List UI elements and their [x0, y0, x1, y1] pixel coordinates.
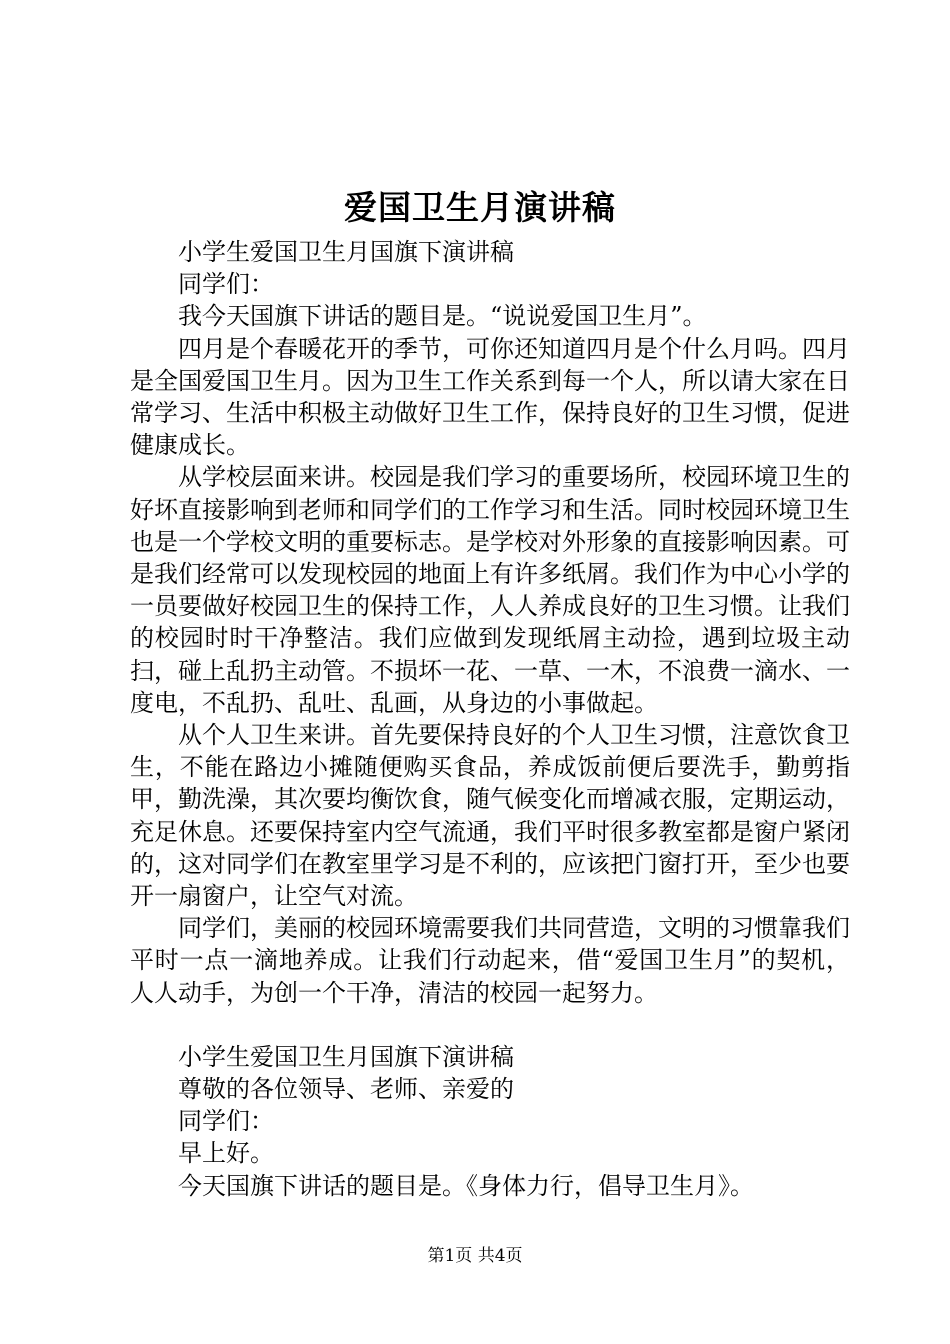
- salutation: 同学们：: [178, 270, 274, 299]
- document-body: [130, 236, 850, 1202]
- second-salutation-2: 同学们：: [178, 1107, 274, 1136]
- speech-heading: 小学生爱国卫生月国旗下演讲稿: [178, 238, 514, 266]
- paragraph-spacer: [130, 1009, 850, 1041]
- paragraph-school: 从学校层面来讲。校园是我们学习的重要场所，校园环境卫生的好坏直接影响到老师和同学们的工作学习和生活。同时校园环境卫生也是一个学校文明的重要标志。是学校对外形象的直接影响因素。可是我们经常可以发现校园的地面上有许多纸屑。我们作为中心小学的一员要做好校园卫生的保持工作，人人养成良好的卫生习惯。让我们的校园时时干净整洁。我们应做到发现纸屑主动捡，遇到垃圾主动扫，碰上乱扔主动管。不损坏一花、一草、一木，不浪费一滴水、一度电，不乱扔、乱吐、乱画，从身边的小事做起。: [130, 463, 850, 717]
- second-topic-line: 今天国旗下讲话的题目是。《身体力行，倡导卫生月》。: [178, 1171, 754, 1200]
- paragraph-april: 四月是个春暖花开的季节，可你还知道四月是个什么月吗。四月是全国爱国卫生月。因为卫生工作关系到每一个人，所以请大家在日常学习、生活中积极主动做好卫生工作，保持良好的卫生习惯，促进健康成长。: [130, 334, 850, 460]
- page-number: 第1页 共4页: [427, 1246, 523, 1266]
- topic-line: 我今天国旗下讲话的题目是。“说说爱国卫生月”。: [178, 302, 707, 331]
- second-speech-heading: 小学生爱国卫生月国旗下演讲稿: [178, 1042, 514, 1071]
- second-salutation-1: 尊敬的各位领导、老师、亲爱的: [178, 1075, 514, 1104]
- document-title: 爱国卫生月演讲稿: [344, 188, 616, 227]
- paragraph-closing: 同学们，美丽的校园环境需要我们共同营造，文明的习惯靠我们平时一点一滴地养成。让我们行动起来，借“爱国卫生月”的契机，人人动手，为创一个干净，清洁的校园一起努力。: [130, 914, 850, 1007]
- paragraph-personal: 从个人卫生来讲。首先要保持良好的个人卫生习惯，注意饮食卫生，不能在路边小摊随便购买食品，养成饭前便后要洗手，勤剪指甲，勤洗澡，其次要均衡饮食，随气候变化而增减衣服，定期运动，充足休息。还要保持室内空气流通，我们平时很多教室都是窗户紧闭的，这对同学们在教室里学习是不利的，应该把门窗打开，至少也要开一扇窗户，让空气对流。: [130, 721, 850, 911]
- greeting: 早上好。: [178, 1139, 274, 1168]
